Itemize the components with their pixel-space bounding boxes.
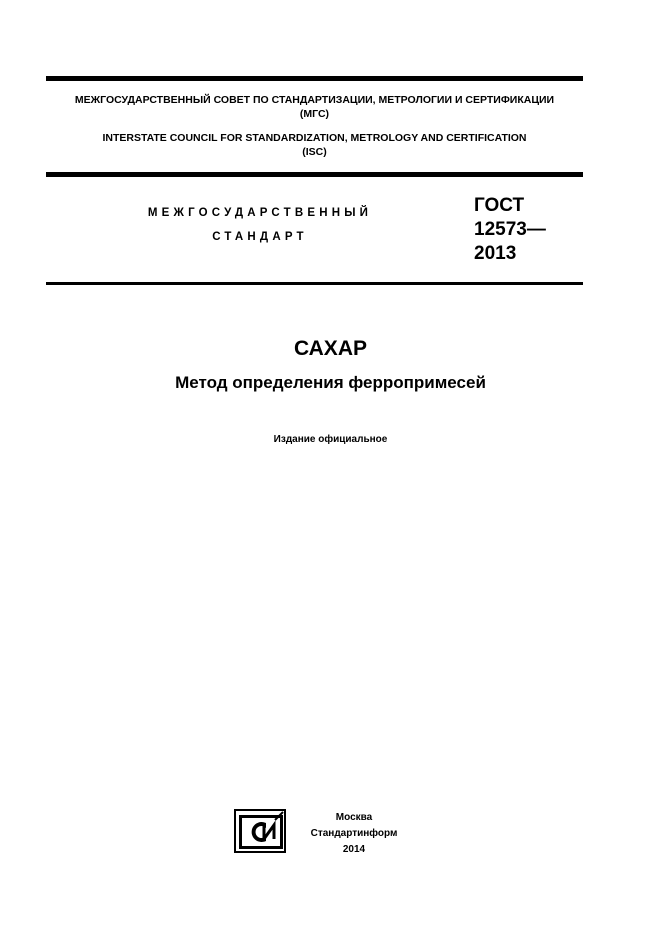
- document-title: САХАР: [294, 337, 367, 360]
- council-name-ru: [46, 93, 583, 121]
- designation-year: 2013: [474, 243, 517, 264]
- lower-rule: [46, 282, 583, 285]
- publication-year: 2014: [342, 844, 366, 855]
- standard-kind-line1: МЕЖГОСУДАРСТВЕННЫЙ: [147, 207, 373, 219]
- council-name-en-line1: INTERSTATE COUNCIL FOR STANDARDIZATION, METROLOGY AND CERTIFICATION: [102, 132, 527, 144]
- standartinform-logo-icon: [233, 808, 287, 854]
- designation-prefix: ГОСТ: [474, 195, 525, 216]
- publisher-name: Стандартинформ: [310, 828, 398, 839]
- council-abbr-en: (ISC): [302, 146, 327, 158]
- council-name-en: [46, 131, 583, 159]
- publisher-imprint: [304, 810, 404, 858]
- top-rule: [46, 76, 583, 81]
- document-subtitle: Метод определения ферропримесей: [175, 373, 486, 392]
- middle-rule: [46, 172, 583, 177]
- publisher-city: Москва: [335, 812, 373, 823]
- council-name-ru-line1: МЕЖГОСУДАРСТВЕННЫЙ СОВЕТ ПО СТАНДАРТИЗАЦИИ, МЕТРОЛОГИИ И СЕРТИФИКАЦИИ: [74, 94, 555, 106]
- edition-note: Издание официальное: [273, 434, 388, 445]
- council-abbr-ru: (МГС): [299, 108, 330, 120]
- standard-kind-line2: СТАНДАРТ: [212, 231, 308, 243]
- standard-designation: [474, 194, 546, 266]
- designation-number: 12573—: [474, 219, 546, 240]
